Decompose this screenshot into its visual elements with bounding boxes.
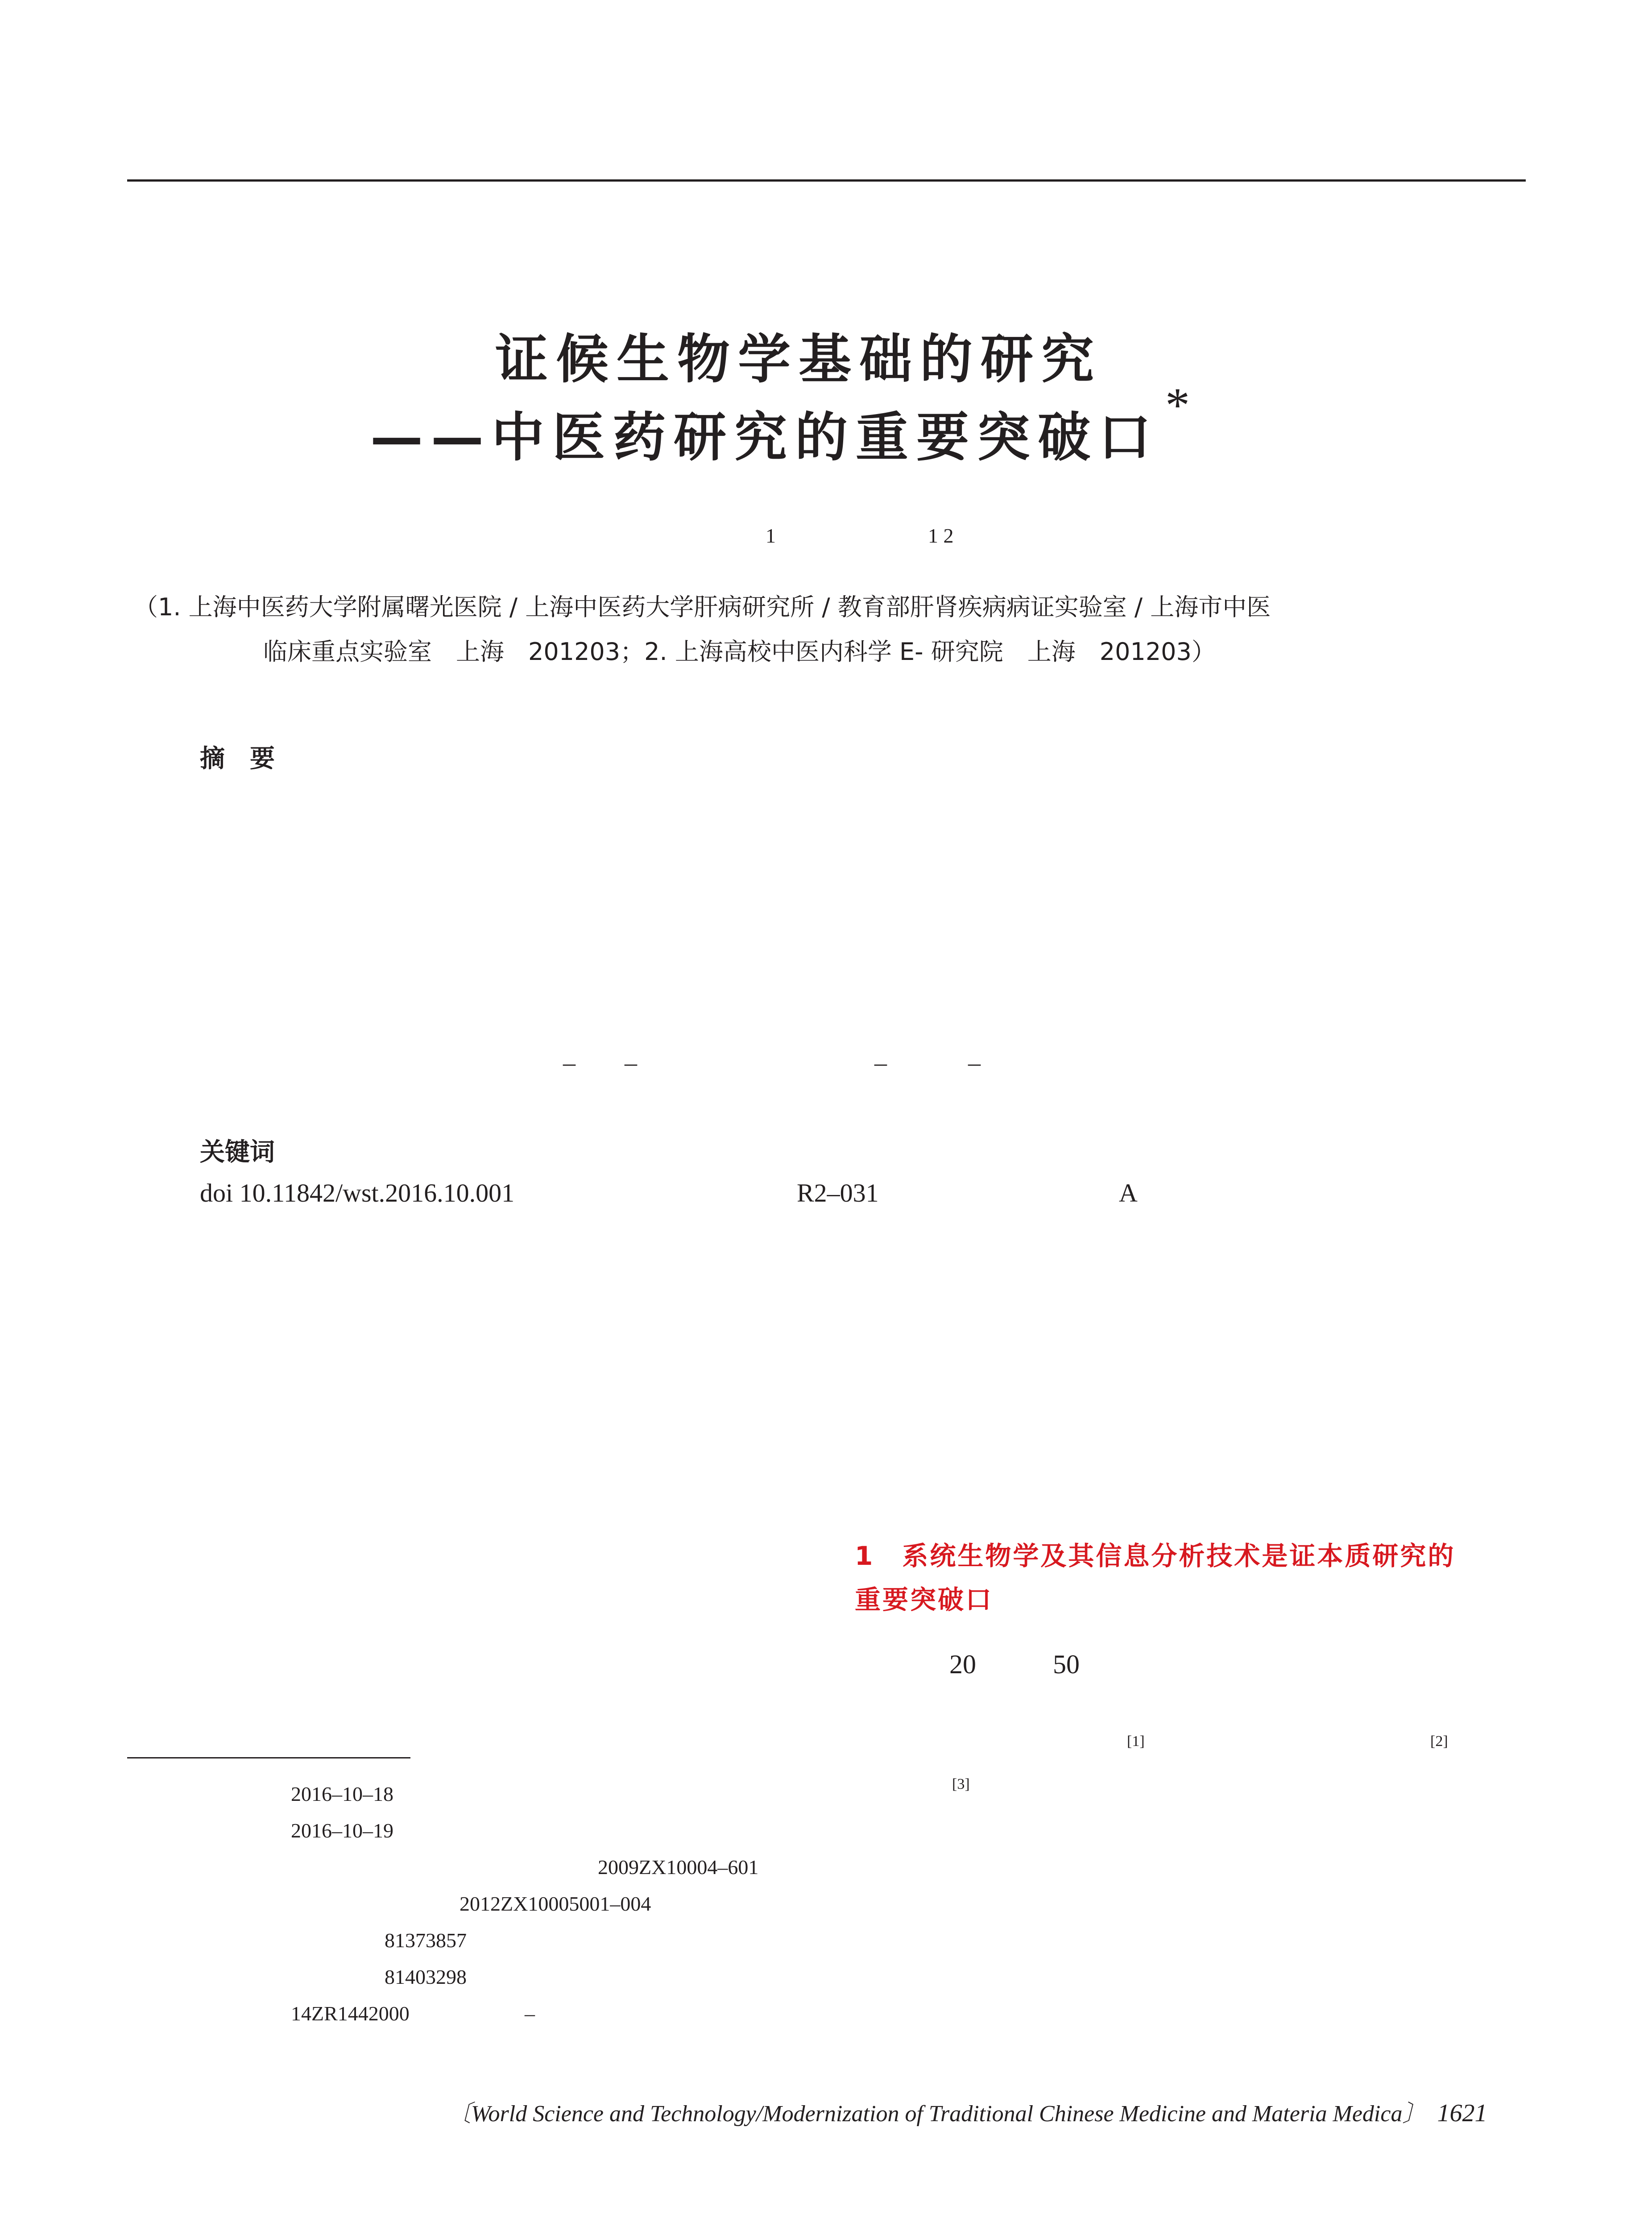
footnote-grant-2: 2012ZX10005001–004 xyxy=(460,1892,651,1915)
body-number-20: 20 xyxy=(949,1650,976,1679)
footnote-grant-3: 81373857 xyxy=(385,1929,467,1952)
abstract-dash-2: – xyxy=(625,1049,637,1077)
footnote-dash: – xyxy=(525,2002,535,2025)
abstract-dash-1: – xyxy=(563,1049,576,1077)
page-number: 1621 xyxy=(1437,2099,1487,2127)
abstract-dash-3: – xyxy=(874,1049,887,1077)
document-code: A xyxy=(1119,1178,1138,1207)
author-superscript-2: 1 2 xyxy=(928,524,954,547)
section-1-heading-line-1: 1 系统生物学及其信息分析技术是证本质研究的 xyxy=(855,1541,1456,1571)
keywords-label: 关键词 xyxy=(200,1138,275,1167)
title-footnote-mark: * xyxy=(1165,378,1198,432)
clc-number: R2–031 xyxy=(797,1178,879,1207)
affiliation-line-1: （1. 上海中医药大学附属曙光医院 / 上海中医药大学肝病研究所 / 教育部肝肾疾病病证实验室 / 上海市中医 xyxy=(134,593,1271,621)
title-line-1: 证候生物学基础的研究 xyxy=(495,328,1102,390)
header-rule xyxy=(127,179,1526,182)
footnote-grant-4: 81403298 xyxy=(385,1966,467,1988)
footnote-revised-date: 2016–10–19 xyxy=(291,1819,393,1842)
running-footer xyxy=(448,2094,1487,2128)
footnote-received-date: 2016–10–18 xyxy=(291,1783,393,1805)
journal-name: 〔World Science and Technology/Modernization of Traditional Chinese Medicine and Materia Medica〕 xyxy=(448,2101,1426,2127)
footnote-grant-5: 14ZR1442000 xyxy=(291,2002,410,2025)
reference-3[interactable]: [3] xyxy=(952,1776,970,1792)
title-line-2-text: ——中医药研究的重要突破口 xyxy=(370,406,1159,468)
abstract-label: 摘 要 xyxy=(200,744,275,773)
reference-2[interactable]: [2] xyxy=(1430,1733,1448,1750)
title-line-2 xyxy=(370,378,1198,471)
section-1-heading-line-2: 重要突破口 xyxy=(855,1584,994,1615)
footnote-rule xyxy=(127,1757,410,1758)
footnote-grant-1: 2009ZX10004–601 xyxy=(598,1856,759,1879)
author-superscript-1: 1 xyxy=(766,524,776,547)
doi: doi 10.11842/wst.2016.10.001 xyxy=(200,1178,515,1207)
affiliation-line-2: 临床重点实验室 上海 201203；2. 上海高校中医内科学 E- 研究院 上海 201203） xyxy=(263,638,1216,666)
body-number-50: 50 xyxy=(1053,1650,1080,1679)
reference-1[interactable]: [1] xyxy=(1127,1733,1145,1750)
abstract-dash-4: – xyxy=(968,1049,981,1077)
